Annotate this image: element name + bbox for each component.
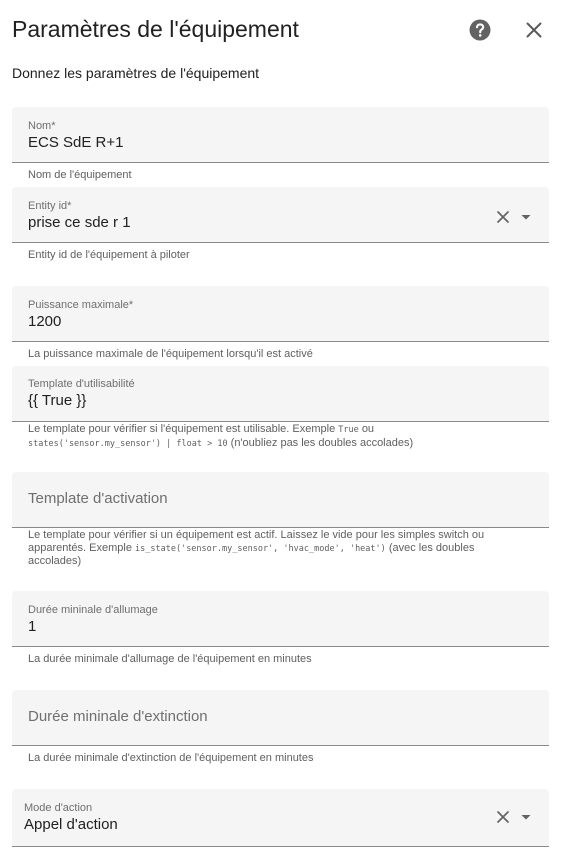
- template-util-label: Template d'utilisabilité: [28, 378, 135, 390]
- template-util-helper-text-1: Le template pour vérifier si l'équipement est utilisable. Exemple: [28, 423, 336, 435]
- nom-label: Nom*: [28, 120, 56, 132]
- dialog-header: [12, 14, 558, 46]
- template-activation-helper: [28, 529, 528, 568]
- template-util-helper-text-3: (n'oubliez pas les doubles accolades): [230, 436, 414, 449]
- caret-down-icon: [519, 210, 533, 224]
- template-util-helper-code-2: states('sensor.my_sensor') | float > 10: [28, 438, 228, 449]
- template-activation-helper-code-1: is_state('sensor.my_sensor', 'hvac_mode', 'heat'): [135, 543, 386, 554]
- mode-action-label: Mode d'action: [24, 802, 93, 814]
- template-util-helper-text-2: ou: [361, 423, 375, 435]
- mode-action-dropdown-button[interactable]: [519, 810, 533, 824]
- entity-id-label: Entity id*: [28, 200, 72, 212]
- duree-allumage-field[interactable]: [12, 591, 549, 647]
- entity-id-field[interactable]: [12, 187, 549, 243]
- puissance-helper: La puissance maximale de l'équipement lorsqu'il est activé: [28, 348, 313, 360]
- entity-id-value: prise ce sde r 1: [28, 214, 131, 231]
- template-util-helper: [28, 423, 528, 450]
- entity-id-clear-button[interactable]: [495, 209, 511, 225]
- nom-value: ECS SdE R+1: [28, 134, 124, 151]
- dialog-subtitle: Donnez les paramètres de l'équipement: [12, 65, 260, 81]
- close-icon: [522, 18, 546, 42]
- template-util-value: {{ True }}: [28, 392, 87, 409]
- duree-allumage-helper: La durée minimale d'allumage de l'équipement en minutes: [28, 653, 312, 665]
- template-activation-placeholder: Template d'activation: [28, 490, 168, 507]
- nom-helper: Nom de l'équipement: [28, 169, 132, 181]
- mode-action-field[interactable]: [12, 789, 549, 847]
- template-util-field[interactable]: [12, 366, 549, 422]
- help-button[interactable]: [468, 18, 492, 42]
- duree-allumage-label: Durée mininale d'allumage: [28, 604, 158, 616]
- entity-id-helper: Entity id de l'équipement à piloter: [28, 249, 190, 261]
- duree-allumage-value: 1: [28, 618, 37, 635]
- puissance-label: Puissance maximale*: [28, 299, 134, 311]
- duree-extinction-field[interactable]: [12, 690, 549, 746]
- mode-action-clear-button[interactable]: [495, 809, 511, 825]
- clear-x-icon: [495, 209, 511, 225]
- caret-down-icon: [519, 810, 533, 824]
- mode-action-value: Appel d'action: [24, 816, 118, 833]
- help-circle-icon: [468, 18, 492, 42]
- entity-id-dropdown-button[interactable]: [519, 210, 533, 224]
- template-activation-helper-text-1: Le template pour vérifier si un équipement est actif. Laissez le vide pour les simples switch ou apparentés. Exemple: [28, 529, 485, 554]
- nom-field[interactable]: [12, 107, 549, 163]
- close-button[interactable]: [522, 18, 546, 42]
- clear-x-icon: [495, 809, 511, 825]
- duree-extinction-helper: La durée minimale d'extinction de l'équipement en minutes: [28, 752, 314, 764]
- template-util-helper-code-1: True: [338, 425, 359, 435]
- template-activation-field[interactable]: [12, 472, 549, 528]
- puissance-field[interactable]: [12, 286, 549, 342]
- puissance-value: 1200: [28, 313, 62, 330]
- duree-extinction-placeholder: Durée mininale d'extinction: [28, 708, 208, 725]
- dialog-title: Paramètres de l'équipement: [12, 16, 299, 42]
- template-activation-helper-text-2: (avec les doubles accolades): [28, 541, 475, 567]
